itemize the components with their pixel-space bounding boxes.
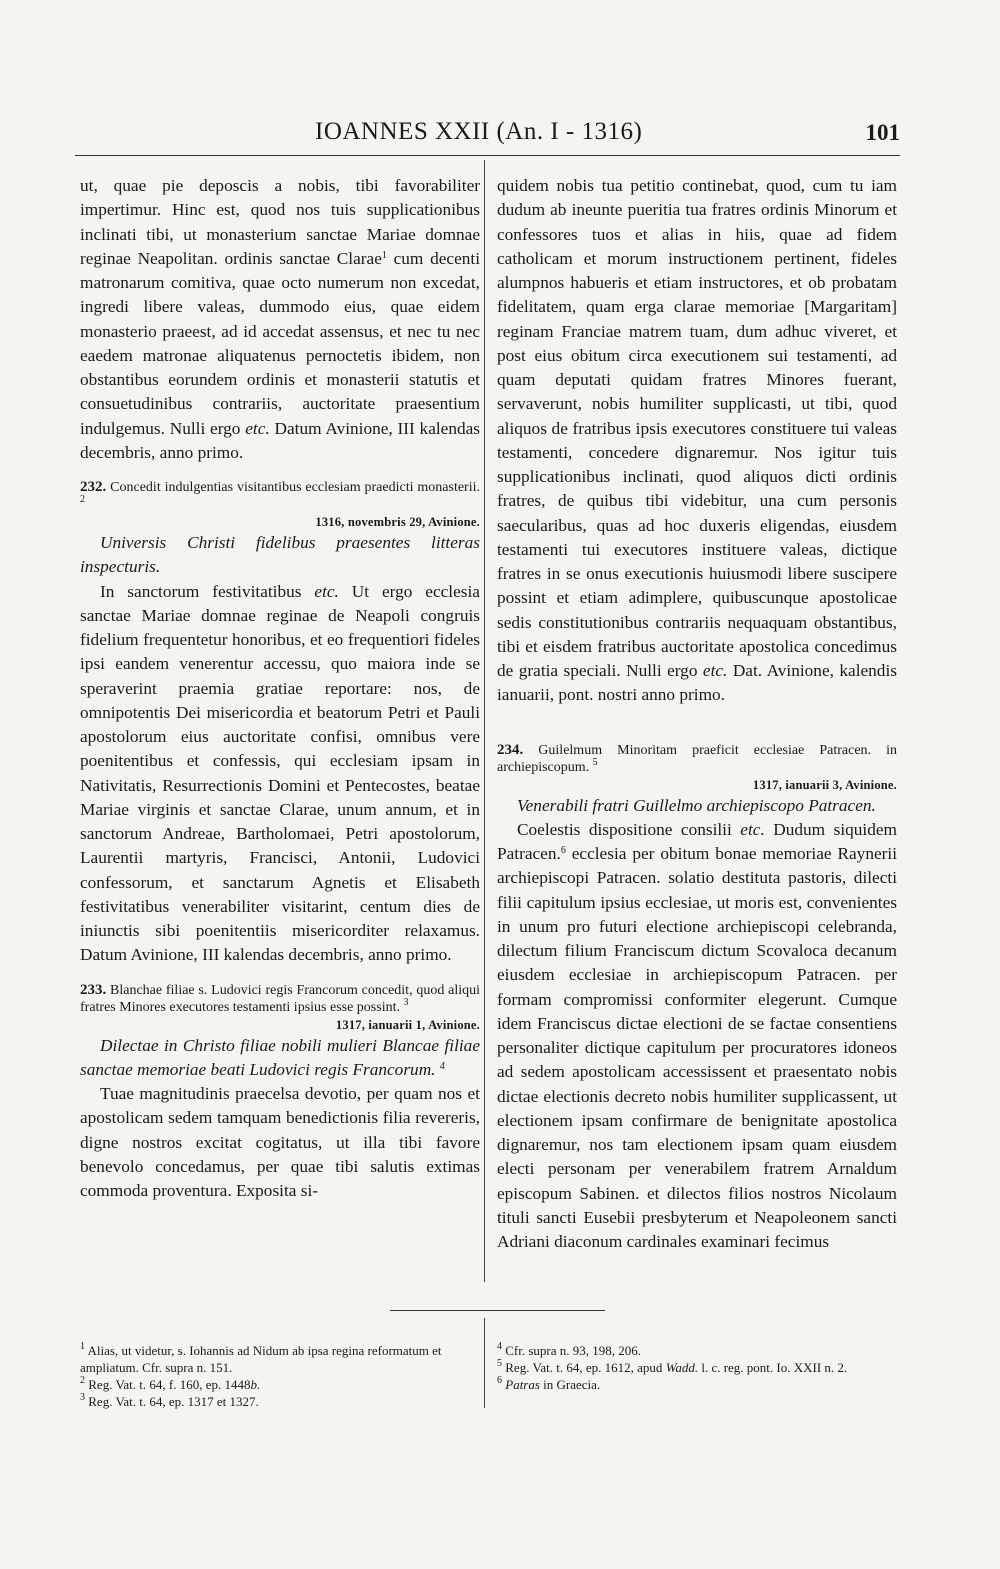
entry-address: Venerabili fratri Guillelmo archiepiscopo Patracen. bbox=[517, 795, 876, 815]
continued-text: quidem nobis tua petitio continebat, quod, cum tu iam dudum ab ineunte pueritia tua fratres ordinis Minorum et confessores tuos et alias in hiis, quae ad fidem catholicam et morum instructionem pertinent, fideles alumpnos habueris et etiam instructores, et ob probatam fidelitatem, quam erga clarae memoriae [Margaritam] reginam Franciae matrem tuam, dum adhuc viveret, et post eius obitum circa executionem sui testamenti, ad quam deputati quidam fratres Minores fuerant, servaverunt, nobis humiliter supplicasti, ut tibi, quod aliquos de fratribus ipsis executores constituere tui valeas testamenti, concedere dignaremur. Nos igitur tuis supplicationibus inclinati, quod aliquos dicti ordinis fratres, de quibus tibi videbitur, una cum personis saecularibus, quas ad hoc duxeris eligendas, eiusdem testamenti tui executores instituere valeas, dictique fratres in se onus executionis huiusmodi libere suscipere possint et etiam adimplere, quibuscunque apostolicae sedis constitutionibus contrariis nequaquam obstantibus, tibi et eisdem fratribus auctoritate apostolica concedimus de gratia speciali. Nulli ergo etc. Dat. Avinione, kalendis ianuarii, pont. nostri anno primo. bbox=[497, 176, 897, 705]
entry-234 bbox=[497, 742, 897, 1255]
footnote: $^4$ Cfr. supra n. 93, 198, 206. bbox=[497, 1341, 642, 1358]
entry-heading: 233. Blanchae filiae s. Ludovici regis Francorum concedit, quod aliqui fratres Minores executores testamenti ipsius esse possint. $^3$ bbox=[80, 981, 480, 1015]
footnote-rule bbox=[390, 1310, 605, 1311]
entry-text: In sanctorum festivitatibus etc. Ut ergo ecclesia sanctae Mariae domnae reginae de Neapoli congruis fidelium frequentetur honoribus, et eo frequentiori fideles ipsi eandem venerentur accessu, quo maiora inde se speraverint praemia gratiae reportare: nos, de omnipotentis Dei misericordia et beatorum Petri et Pauli apostolorum eius auctoritate confisi, omnibus vere poenitentibus et confessis, qui ecclesiam ipsam in Nativitatis, Resurrectionis Domini et Pentecostes, beatae Mariae virginis et sanctae Clarae, unum annum, et in sanctorum Andreae, Bartholomaei, Petri apostolorum, Laurentii martyris, Francisci, Antonii, Ludovici confessorum, et sanctarum Agnetis et Elisabeth festivitatibus venerabiliter visitarint, centum dies de iniunctis sibi poenitentiis misericorditer relaxamus. Datum Avinione, III kalendas decembris, anno primo. bbox=[80, 581, 480, 965]
header-rule bbox=[75, 155, 900, 156]
page-header bbox=[75, 118, 900, 148]
entry-heading: 232. Concedit indulgentias visitantibus ecclesiam praedicti monasterii. $^2$ bbox=[80, 479, 480, 505]
footnote: $^2$ Reg. Vat. t. 64, f. 160, ep. 1448b. bbox=[80, 1375, 261, 1392]
entry-232 bbox=[80, 479, 480, 968]
entry-text: Coelestis dispositione consilii etc. Dudum siquidem Patracen.$^6$ ecclesia per obitum bonae memoriae Raynerii archiepiscopi Patracen. solatio destituta pastoris, dilecti filii capitulum ipsius ecclesiae, ut moris est, convenientes in unum pro futuri electione archiepiscopi celebranda, dilectum filium Franciscum dictum Scovaloca decanum eiusdem ecclesiae in archiepiscopum Patracen. per formam compromissi conformiter elegerunt. Cumque idem Franciscus dictae electioni de se factae consentiens personaliter dictique capitulum per procuratores idoneos ad sedem apostolicam accessissent et praesentato nobis dictae electionis decreto nobis humiliter supplicassent, ut electionem ipsam confirmare de benignitate apostolica dignaremur, nos tam electionem ipsam quam eiusdem electi personam per venerabilem fratrem Arnaldum episcopum Sabinen. et dilectos filios nostros Nicolaum tituli sancti Eusebii presbyterum et Neapoleonem sancti Adriani diaconum cardinales examinari fecimus bbox=[497, 819, 897, 1251]
entry-date: 1316, novembris 29, Avinione. bbox=[315, 515, 480, 529]
footnote-ref: 5 bbox=[592, 756, 598, 768]
entry-address: Dilectae in Christo filiae nobili mulieri Blancae filiae sanctae memoriae beati Ludovici regis Francorum. $^4$ bbox=[80, 1035, 480, 1079]
entry-date: 1317, ianuarii 1, Avinione. bbox=[335, 1017, 480, 1032]
entry-heading: 234. Guilelmum Minoritam praeficit ecclesiae Patracen. in archiepiscopum. $^5$ bbox=[497, 741, 897, 775]
footnote-ref: 4 bbox=[439, 1060, 445, 1072]
entry-date: 1317, ianuarii 3, Avinione. bbox=[752, 777, 897, 792]
footnotes-left bbox=[80, 1342, 480, 1410]
left-column bbox=[80, 174, 480, 1203]
entry-number: 232. bbox=[80, 479, 107, 495]
footnote: $^1$ Alias, ut videtur, s. Iohannis ad Nidum ab ipsa regina reformatum et ampliatum. Cfr. supra n. 151. bbox=[80, 1341, 442, 1375]
footnote-ref: 2 bbox=[80, 494, 85, 505]
right-column bbox=[497, 174, 897, 1254]
footnote-ref: 6 bbox=[560, 845, 566, 856]
footnote: $^3$ Reg. Vat. t. 64, ep. 1317 et 1327. bbox=[80, 1392, 259, 1409]
page-number: 101 bbox=[865, 120, 900, 145]
column-divider bbox=[484, 160, 485, 1282]
entry-text: Tuae magnitudinis praecelsa devotio, per quam nos et apostolicam sedem tamquam benedictionis filia revereris, digne nostros excitat cogitatus, ut illa tibi favore benevolo concedamus, per quae tibi salutis extimas commoda proventura. Exposita si- bbox=[80, 1084, 480, 1200]
entry-233 bbox=[80, 982, 480, 1204]
footnote: $^5$ Reg. Vat. t. 64, ep. 1612, apud Wadd. l. c. reg. pont. Io. XXII n. 2. bbox=[497, 1358, 848, 1375]
footnote-ref: 1 bbox=[381, 249, 387, 261]
footnote: $^6$ Patras in Graecia. bbox=[497, 1375, 601, 1392]
entry-number: 234. bbox=[497, 741, 524, 758]
footnote-divider bbox=[484, 1318, 485, 1408]
continued-text: ut, quae pie deposcis a nobis, tibi favorabiliter impertimur. Hinc est, quod nos tuis supplicationibus inclinati tibi, ut monasterium sanctae Mariae domnae reginae Neapolitan. ordinis sanctae Clarae$^1$ cum decenti matronarum comitiva, quae octo numerum non excedat, ingredi libere valeas, dummodo eius, quae eidem monasterio praeest, ad id accedat assensus, et nec tu nec eaedem matronae aliquatenus pernoctetis ibidem, non obstantibus eorundem ordinis et monasterii statutis et consuetudinibus contrariis, auctoritate praesentium indulgemus. Nulli ergo etc. Datum Avinione, III kalendas decembris, anno primo. bbox=[80, 176, 481, 462]
running-title: IOANNES XXII (An. I - 1316) bbox=[315, 118, 643, 145]
entry-number: 233. bbox=[80, 981, 107, 998]
entry-address: Universis Christi fidelibus praesentes litteras inspecturis. bbox=[80, 533, 480, 577]
footnote-ref: 3 bbox=[403, 996, 409, 1008]
footnotes-right bbox=[497, 1342, 897, 1393]
